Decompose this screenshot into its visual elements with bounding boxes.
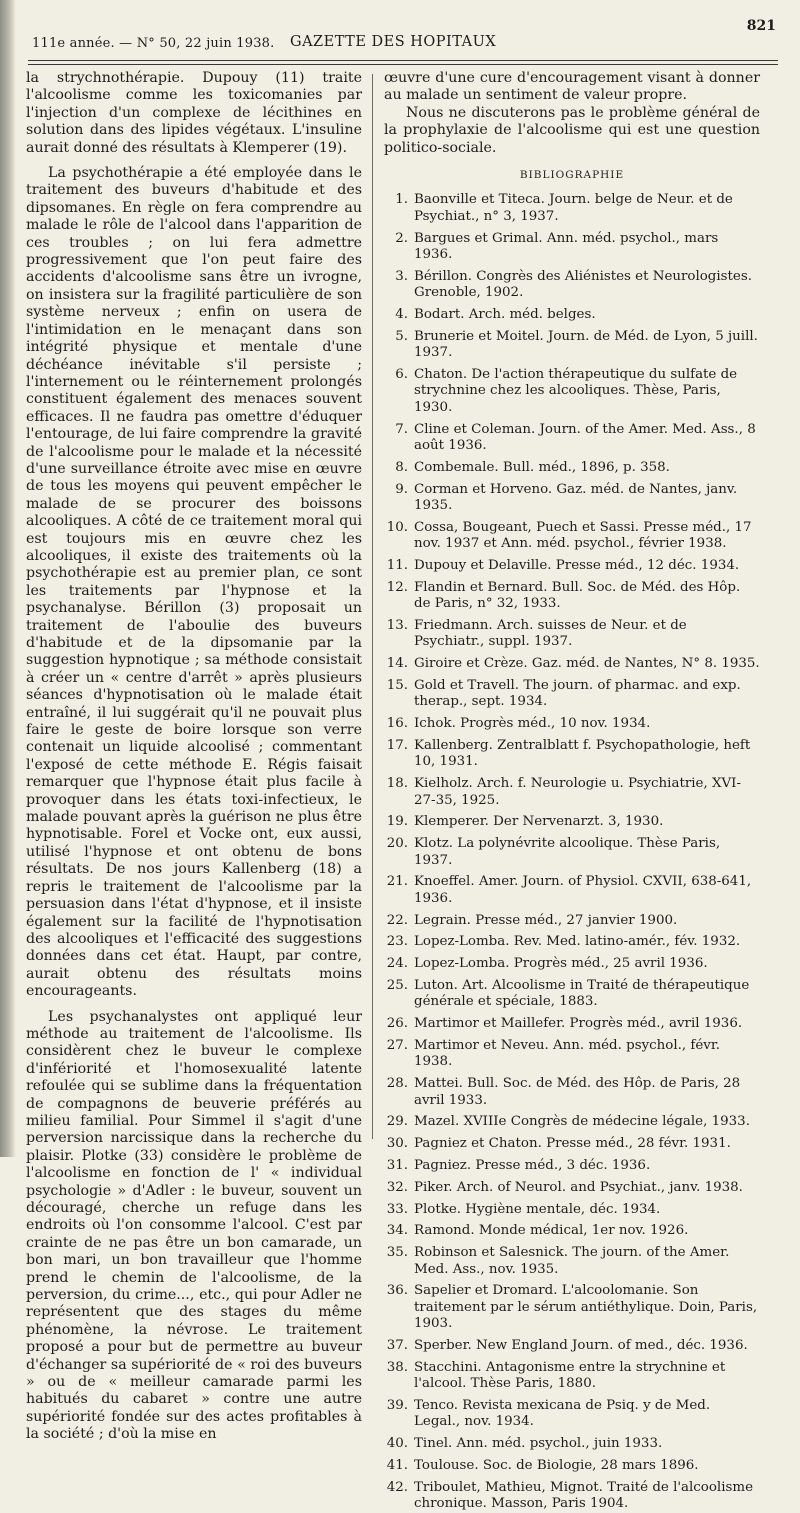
entry-text: Baonville et Titeca. Journ. belge de Neur. et de Psychiat., n° 3, 1937. xyxy=(414,192,733,224)
bibliography-entry xyxy=(384,1458,760,1474)
entry-text: Mattei. Bull. Soc. de Méd. des Hôp. de Paris, 28 avril 1933. xyxy=(414,1076,741,1108)
running-header xyxy=(28,18,778,70)
entry-text: Sperber. New England Journ. of med., déc. 1936. xyxy=(414,1338,748,1354)
entry-text: Legrain. Presse méd., 27 janvier 1900. xyxy=(414,912,678,928)
entry-text: Lopez-Lomba. Progrès méd., 25 avril 1936. xyxy=(414,956,708,972)
entry-text: Mazel. XVIIIe Congrès de médecine légale, 1933. xyxy=(414,1114,750,1130)
bibliography-entry xyxy=(384,580,760,613)
entry-number: 23. xyxy=(386,934,408,950)
entry-text: Sapelier et Dromard. L'alcoolomanie. Son traitement par le sérum antiéthylique. Doin, Paris, 1903. xyxy=(414,1283,758,1332)
bibliography-entry xyxy=(384,231,760,264)
entry-number: 42. xyxy=(386,1479,408,1495)
column-divider xyxy=(372,74,373,1139)
entry-number: 12. xyxy=(386,579,408,595)
bibliography-entry xyxy=(384,192,760,225)
entry-number: 1. xyxy=(395,192,408,208)
entry-number: 10. xyxy=(386,519,408,535)
entry-number: 21. xyxy=(386,874,408,890)
entry-number: 13. xyxy=(386,618,408,634)
bibliography-entry xyxy=(384,978,760,1011)
entry-number: 41. xyxy=(386,1458,408,1474)
entry-text: Martimor et Neveu. Ann. méd. psychol., févr. 1938. xyxy=(414,1038,721,1070)
entry-number: 40. xyxy=(386,1436,408,1452)
bibliography-entry xyxy=(384,1158,760,1174)
journal-title: GAZETTE DES HOPITAUX xyxy=(290,34,497,50)
bibliography-entry xyxy=(384,1114,760,1130)
entry-text: Tenco. Revista mexicana de Psiq. y de Med. Legal., nov. 1934. xyxy=(414,1398,711,1430)
entry-number: 14. xyxy=(386,656,408,672)
entry-number: 24. xyxy=(386,956,408,972)
entry-text: Luton. Art. Alcoolisme in Traité de thérapeutique générale et spéciale, 1883. xyxy=(414,978,750,1010)
entry-number: 34. xyxy=(386,1223,408,1239)
entry-number: 19. xyxy=(386,814,408,830)
bibliography-entry xyxy=(384,956,760,972)
entry-number: 17. xyxy=(386,738,408,754)
entry-text: Tinel. Ann. méd. psychol., juin 1933. xyxy=(414,1436,663,1452)
entry-text: Cossa, Bougeant, Puech et Sassi. Presse méd., 17 nov. 1937 et Ann. méd. psychol., février 1938. xyxy=(414,519,752,552)
entry-text: Combemale. Bull. méd., 1896, p. 358. xyxy=(414,459,670,475)
entry-text: Martimor et Maillefer. Progrès méd., avril 1936. xyxy=(414,1016,743,1032)
header-rule xyxy=(28,60,778,61)
entry-number: 8. xyxy=(395,459,408,475)
bibliography-entry xyxy=(384,678,760,711)
entry-text: Friedmann. Arch. suisses de Neur. et de Psychiatr., suppl. 1937. xyxy=(414,618,687,650)
entry-number: 9. xyxy=(395,481,408,497)
entry-text: Flandin et Bernard. Bull. Soc. de Méd. des Hôp. de Paris, n° 32, 1933. xyxy=(414,579,741,612)
entry-number: 18. xyxy=(386,776,408,792)
bibliography-entry xyxy=(384,1338,760,1354)
entry-text: Klemperer. Der Nervenarzt. 3, 1930. xyxy=(414,814,664,830)
entry-text: Dupouy et Delaville. Presse méd., 12 déc. 1934. xyxy=(414,558,740,574)
entry-text: Pagniez. Presse méd., 3 déc. 1936. xyxy=(414,1158,651,1174)
entry-number: 33. xyxy=(386,1201,408,1217)
entry-number: 31. xyxy=(386,1158,408,1174)
entry-text: Kielholz. Arch. f. Neurologie u. Psychiatrie, XVI-27-35, 1925. xyxy=(414,776,741,808)
bibliography-entry xyxy=(384,1360,760,1393)
entry-number: 15. xyxy=(386,678,408,694)
entry-text: Bargues et Grimal. Ann. méd. psychol., mars 1936. xyxy=(414,230,719,263)
entry-number: 2. xyxy=(395,230,408,246)
entry-number: 37. xyxy=(386,1338,408,1354)
bibliography-entry xyxy=(384,422,760,455)
entry-number: 29. xyxy=(386,1114,408,1130)
paragraph: œuvre d'une cure d'encouragement visant à donner au malade un sentiment de valeur propre. xyxy=(384,70,760,104)
entry-text: Piker. Arch. of Neurol. and Psychiat., janv. 1938. xyxy=(414,1179,743,1195)
entry-number: 27. xyxy=(386,1038,408,1054)
bibliography-entry xyxy=(384,1076,760,1109)
entry-number: 28. xyxy=(386,1076,408,1092)
entry-text: Pagniez et Chaton. Presse méd., 28 févr. 1931. xyxy=(414,1136,731,1152)
entry-number: 3. xyxy=(395,268,408,284)
paragraph: la strychnothérapie. Dupouy (11) traite l'alcoolisme comme les toxicomanies par l'injection d'un complexe de lécithines en solution dans des lipides végétaux. L'insuline aurait donné des résultats à Klemperer (19). xyxy=(26,70,362,156)
page-edge-shadow xyxy=(0,0,16,1157)
bibliography-entry xyxy=(384,1480,760,1513)
bibliography-entry xyxy=(384,913,760,929)
bibliography-title: BIBLIOGRAPHIE xyxy=(519,169,625,182)
entry-number: 36. xyxy=(386,1283,408,1299)
entry-number: 20. xyxy=(386,836,408,852)
right-column xyxy=(384,70,760,1512)
entry-text: Ramond. Monde médical, 1er nov. 1926. xyxy=(414,1223,689,1239)
bibliography-entry xyxy=(384,307,760,323)
bibliography-entry xyxy=(384,329,760,362)
bibliography-entry xyxy=(384,482,760,515)
bibliography-entry xyxy=(384,1038,760,1071)
entry-number: 32. xyxy=(386,1179,408,1195)
bibliography-entry xyxy=(384,738,760,771)
entry-number: 6. xyxy=(395,367,408,383)
entry-text: Bérillon. Congrès des Aliénistes et Neurologistes. Grenoble, 1902. xyxy=(414,268,752,301)
bibliography-entry xyxy=(384,874,760,907)
page-number: 821 xyxy=(746,18,776,34)
bibliography-entry xyxy=(384,1136,760,1152)
bibliography-entry xyxy=(384,656,760,672)
entry-number: 16. xyxy=(386,716,408,732)
entry-text: Corman et Horveno. Gaz. méd. de Nantes, janv. 1935. xyxy=(414,481,738,514)
entry-number: 30. xyxy=(386,1136,408,1152)
bibliography-entry xyxy=(384,367,760,416)
bibliography-entry xyxy=(384,460,760,476)
bibliography-entry xyxy=(384,618,760,651)
paragraph: La psychothérapie a été employée dans le traitement des buveurs d'habitude et des dipsomanes. En règle on fera comprendre au malade le rôle de l'alcool dans l'apparition de ces troubles ; on lui fera admettre progressivement que l'on peut faire des accidents d'alcoolisme sans être un ivrogne, on insistera sur la fragilité particulière de son système nerveux ; enfin on usera de l'intimidation en le menaçant dans son intégrité physique et mentale d'une déchéance inévitable s'il persiste ; l'internement ou le réinternement prolongés constituent également des menaces souvent efficaces. Il ne faudra pas omettre d'éduquer l'entourage, de lui faire comprendre la gravité de l'alcoolisme pour le malade et la nécessité d'une surveillance étroite avec mise en œuvre de tous les moyens qui peuvent empêcher le malade de se procurer des boissons alcooliques. A côté de ce traitement moral qui est toujours mis en œuvre chez les alcooliques, il existe des traitements où la psychothérapie est au premier plan, ce sont les traitements par l'hypnose et la psychanalyse. Bérillon (3) proposait un traitement de l'aboulie des buveurs d'habitude et de la dipsomanie par la suggestion hypnotique ; sa méthode consistait à créer un « centre d'arrêt » après plusieurs séances d'hypnotisation où le malade était entraîné, il lui suggérait qu'il ne pouvait plus faire le geste de boire lorsque son verre contenait un liquide alcoolisé ; commentant l'exposé de cette méthode E. Régis faisait remarquer que l'hypnose était plus facile à provoquer dans les états toxi-infectieux, le malade pouvant après la guérison ne plus être hypnotisable. Forel et Vocke ont, eux aussi, utilisé l'hypnose et ont obtenu de bons résultats. De nos jours Kallenberg (18) a repris le traitement de l'alcoolisme par la persuasion dans l'état d'hypnose, et il insiste également sur la facilité de l'hypnotisation des alcooliques et l'efficacité des suggestions données dans cet état. Haupt, par contre, aurait obtenu des résultats moins encourageants. xyxy=(26,165,362,1000)
bibliography-list xyxy=(384,192,760,1512)
bibliography-entry xyxy=(384,814,760,830)
bibliography-entry xyxy=(384,716,760,732)
entry-text: Giroire et Crèze. Gaz. méd. de Nantes, N° 8. 1935. xyxy=(414,656,760,672)
entry-text: Cline et Coleman. Journ. of the Amer. Med. Ass., 8 août 1936. xyxy=(414,421,756,454)
bibliography-entry xyxy=(384,836,760,869)
entry-text: Lopez-Lomba. Rev. Med. latino-amér., fév. 1932. xyxy=(414,934,741,950)
entry-number: 25. xyxy=(386,978,408,994)
entry-text: Gold et Travell. The journ. of pharmac. and exp. therap., sept. 1934. xyxy=(414,678,741,710)
entry-number: 4. xyxy=(395,307,408,323)
entry-text: Knoeffel. Amer. Journ. of Physiol. CXVII, 638-641, 1936. xyxy=(414,874,752,906)
bibliography-entry xyxy=(384,1283,760,1332)
bibliography-entry xyxy=(384,1245,760,1278)
entry-text: Stacchini. Antagonisme entre la strychnine et l'alcool. Thèse Paris, 1880. xyxy=(414,1359,726,1392)
entry-text: Bodart. Arch. méd. belges. xyxy=(414,307,596,323)
header-rule-thin xyxy=(28,64,778,65)
bibliography-entry xyxy=(384,776,760,809)
paragraph: Les psychanalystes ont appliqué leur méthode au traitement de l'alcoolisme. Ils considèrent chez le buveur le complexe d'infériorité et l'homosexualité latente refoulée qui se sublime dans la fréquentation de compagnons de beuverie préférés au milieu familial. Pour Simmel il s'agit d'une perversion narcissique dans la recherche du plaisir. Plotke (33) considère le problème de l'alcoolisme en fonction de l' « individual psychologie » d'Adler : le buveur, souvent un découragé, cherche un refuge dans les endroits où l'on consomme l'alcool. C'est par crainte de ne pas être un bon camarade, un bon mari, un bon travailleur que l'homme prend le chemin de l'alcoolisme, de la perversion, du crime..., etc., qui pour Adler ne représentent que des stages du même phénomène, la névrose. Le traitement proposé a pour but de permettre au buveur d'échanger sa supériorité de « roi des buveurs » ou de « meilleur camarade parmi les habitués du cabaret » contre une autre supériorité fondée sur des actes profitables à la société ; d'où la mise en xyxy=(26,1008,362,1443)
entry-text: Robinson et Salesnick. The journ. of the Amer. Med. Ass., nov. 1935. xyxy=(414,1245,730,1277)
entry-number: 26. xyxy=(386,1016,408,1032)
entry-number: 38. xyxy=(386,1359,408,1375)
issue-info: 111e année. — N° 50, 22 juin 1938. xyxy=(32,36,275,51)
entry-number: 22. xyxy=(386,912,408,928)
entry-number: 7. xyxy=(395,421,408,437)
bibliography-entry xyxy=(384,1202,760,1218)
bibliography-entry xyxy=(384,269,760,302)
bibliography-entry xyxy=(384,1180,760,1196)
bibliography-entry xyxy=(384,1016,760,1032)
paragraph: Nous ne discuterons pas le problème général de la prophylaxie de l'alcoolisme qui est une question politico-sociale. xyxy=(384,104,760,156)
entry-text: Toulouse. Soc. de Biologie, 28 mars 1896. xyxy=(414,1458,699,1474)
bibliography-entry xyxy=(384,520,760,553)
entry-text: Kallenberg. Zentralblatt f. Psychopathologie, heft 10, 1931. xyxy=(414,738,751,770)
bibliography-entry xyxy=(384,1223,760,1239)
entry-text: Chaton. De l'action thérapeutique du sulfate de strychnine chez les alcooliques. Thèse, Paris, 1930. xyxy=(414,367,738,415)
bibliography-entry xyxy=(384,1436,760,1452)
entry-text: Ichok. Progrès méd., 10 nov. 1934. xyxy=(414,716,651,732)
left-column xyxy=(26,70,362,1443)
entry-number: 35. xyxy=(386,1245,408,1261)
bibliography-entry xyxy=(384,558,760,574)
entry-number: 5. xyxy=(395,328,408,344)
entry-text: Triboulet, Mathieu, Mignot. Traité de l'alcoolisme chronique. Masson, Paris 1904. xyxy=(414,1479,753,1512)
bibliography-entry xyxy=(384,934,760,950)
entry-text: Klotz. La polynévrite alcoolique. Thèse Paris, 1937. xyxy=(414,836,721,868)
entry-text: Plotke. Hygiène mentale, déc. 1934. xyxy=(414,1201,661,1217)
entry-text: Brunerie et Moitel. Journ. de Méd. de Lyon, 5 juill. 1937. xyxy=(414,328,758,361)
bibliography-entry xyxy=(384,1398,760,1431)
entry-number: 11. xyxy=(386,558,408,574)
entry-number: 39. xyxy=(386,1398,408,1414)
